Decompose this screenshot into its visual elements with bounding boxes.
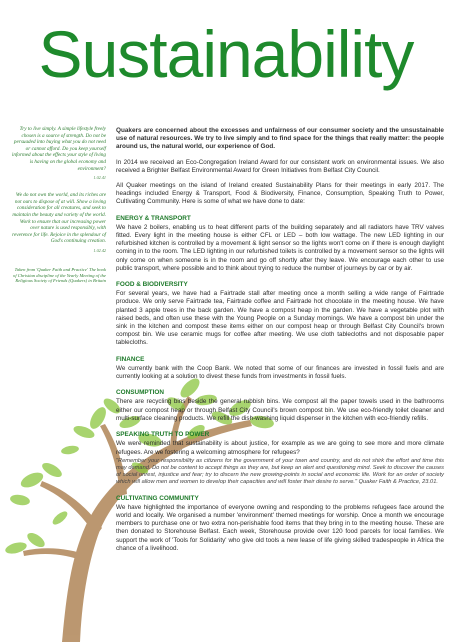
section-text: We currently bank with the Coop Bank. We noted that some of our finances are invested in fossil fuels and are currently looking at a solution to divest these funds from investments in fossil fuels. [116,364,444,381]
award-paragraph: In 2014 we received an Eco-Congregation Ireland Award for our consistent work on environmental issues. We also received a Brighter Belfast Environmental Award for Green Initiatives from Belfast City Council. [116,158,444,174]
intro-paragraph: Quakers are concerned about the excesses and unfairness of our consumer society and the unsustainable use of natural resources. We try to live simply and to find space for the things that really matter: the people around us, the natural world, our experience of God. [116,127,444,151]
section-heading: FINANCE [116,355,145,363]
section-heading: SPEAKING TRUTH TO POWER [116,431,210,439]
section-heading: ENERGY & TRANSPORT [116,214,191,222]
sidebar-citation: 1.02.41 [93,175,106,181]
page-title: Sustainability [38,17,414,91]
section-heading: CULTIVATING COMMUNITY [116,494,199,502]
section-text: For several years, we have had a Fairtrade stall after meeting once a month selling a wide range of Fairtrade produce. We only serve Fairtrade tea, Fairtrade coffee and Fairtrade hot chocolate in the meeting house. We have planted 3 apple trees in the back garden. We have a compost heap in the garden. We have a vegetable plot with raised beds, and often use these with the Young People on a Sunday mornings. We have a compost bin under the sink in the kitchen and compost these items either on our compost heap or through Belfast City Council's brown compost bin. We use ceramic mugs for coffee after meeting. We use cloth tablecloths and not disposable paper tablecloths. [116,290,444,347]
section-text: We have highlighted the importance of everyone owning and responding to the problems refugees face around the world and locally. We organised a number 'environment' themed meetings for worship. Once a month we encourage members to purchase one or two extra non-perishable food items that they bring in to the meeting house. These are then donated to Storehouse Belfast. Each week, Storehouse provide over 120 food parcels for local families. We support the work of 'Tools for Solidarity' who give old tools a new lease of life giving skilled tradespeople in Africa the chance of a livelihood. [116,503,444,552]
main-content [116,127,444,560]
section-heading: CONSUMPTION [116,389,164,397]
quaker-quote: "Remember your responsibility as citizens for the government of your town and country, and do not shirk the effort and time this may demand. Do not be content to accept things as they are, but keep an alert and questioning mind. Seek to discover the causes of social unrest, injustice and fear; try to discern the new growing-points in social and economic life. Work for an order of society which will allow men and women to develop their capacities and will foster their desire to serve." Quaker Faith & Practice, 23.01. [116,457,444,486]
sidebar-citation: 1.02.42 [93,247,106,253]
section-heading: FOOD & BIODIVERSITY [116,281,188,289]
section-text: We have 2 boilers, enabling us to heat different parts of the building separately and all radiators have TRV valves fitted. Every light in the meeting house is either CFL or LED – both low wattage. The new LED lighting in our refurbished kitchen is controlled by a movement & light sensor so the lights won't come on if there is enough daylight coming in to the room. The LED lighting in our refurbished toilets is controlled by a movement sensor so the lights will only come on when someone is in the room and go off shortly after they leave. We encourage each other to use public transport, where possible and to think about trying to reduce the number of journeys by car or by air. [116,223,444,272]
plans-paragraph: All Quaker meetings on the island of Ireland created Sustainability Plans for their meetings in early 2017. The headings included Energy & Transport, Food & Biodiversity, Finance, Consumption, Speaking Truth to Power, Cultivating Community. Here is some of what we have done to date: [116,182,444,206]
sidebar-quotes [10,126,106,287]
sidebar-source: Taken from 'Quaker Faith and Practice' The book of Christian discipline of the Yearly Meeting of the Religious Society of Friends (Quakers) in Britain [13,266,106,284]
section-text: There are recycling bins beside the general rubbish bins. We compost all the paper towels used in the bathrooms either our compost heap or through Belfast City Council's brown compost bin. We use eco-friendly toilet cleaner and multi-surface cleaning products. We refill the dish-washing liquid dispenser in the kitchen with eco-friendly refills. [116,398,444,422]
section-text: We were reminded that sustainability is about justice, for example as we are going to see more and more climate refugees. Are we fostering a welcoming atmosphere for refugees? [116,440,444,456]
sidebar-quote: We do not own the world, and its riches are not ours to dispose of at will. Show a loving consideration for all creatures, and seek to maintain the beauty and variety of the world. Work to ensure that our increasing power over nature is used responsibly, with reverence for life. Rejoice in the splendour of God's continuing creation. [12,192,106,245]
sidebar-quote: Try to live simply. A simple lifestyle freely chosen is a source of strength. Do not be persuaded into buying what you do not need or cannot afford. Do you keep yourself informed about the effects your style of living is having on the global economy and environment? [11,126,106,172]
